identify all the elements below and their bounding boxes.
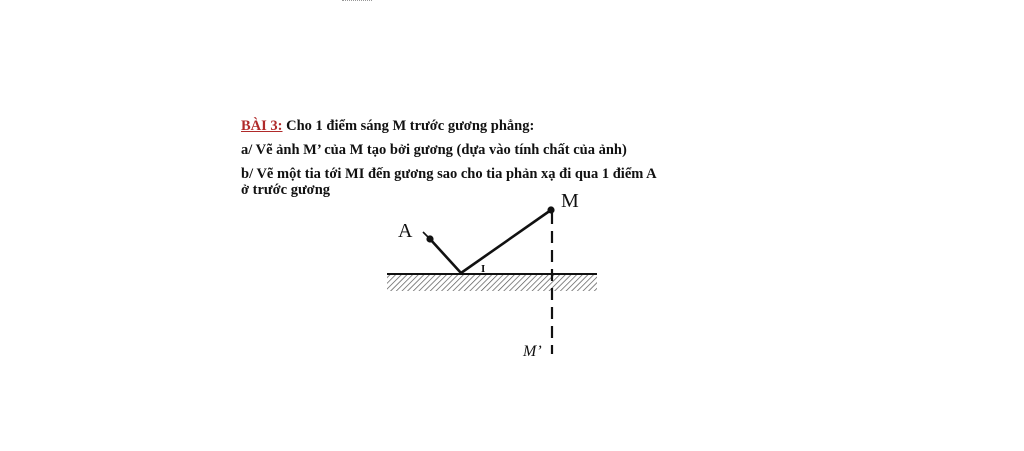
label-m-prime: M’ (523, 343, 542, 360)
label-i: I (481, 263, 486, 275)
point-a (426, 235, 433, 242)
point-m (547, 206, 554, 213)
top-edge-artifact (342, 0, 372, 4)
part-a-text: a/ Vẽ ảnh M’ của M tạo bởi gương (dựa vào tính chất của ảnh) (241, 142, 627, 158)
incident-ray-mi (461, 210, 551, 273)
label-m: M (561, 190, 579, 212)
problem-number-label: BÀI 3: (241, 118, 283, 134)
part-b-text-line1: b/ Vẽ một tia tới MI đến gương sao cho tia phản xạ đi qua 1 điểm A (241, 166, 657, 182)
problem-title-text: Cho 1 điểm sáng M trước gương phẳng: (282, 118, 535, 134)
mirror-diagram (380, 188, 620, 368)
problem-title-line (241, 118, 681, 134)
problem-statement (241, 118, 681, 198)
reflected-ray-ia (430, 239, 461, 273)
mirror-hatching (387, 274, 597, 291)
label-a: A (398, 220, 413, 242)
part-b-text-line2: ở trước gương (241, 182, 331, 198)
